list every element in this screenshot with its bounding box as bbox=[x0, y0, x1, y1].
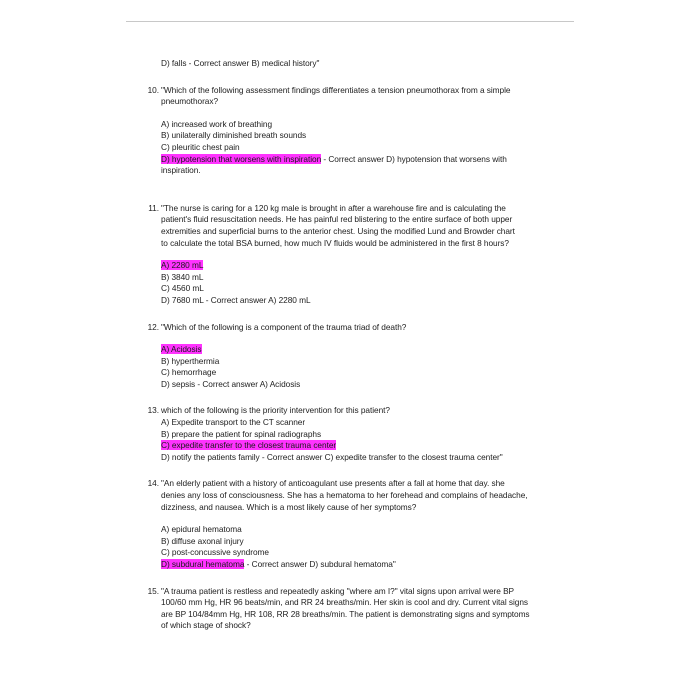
question-stem-line: "Which of the following is a component of the trauma triad of death? bbox=[161, 321, 407, 332]
question-10 bbox=[148, 85, 548, 108]
highlighted-answer: A) 2280 mL bbox=[161, 260, 204, 271]
question-stem-line: denies any loss of consciousness. She has a hematoma to her forehead and complains of headache, bbox=[161, 490, 528, 501]
answer-option: B) diffuse axonal injury bbox=[161, 535, 244, 546]
question-stem-line: are BP 104/84mm Hg, HR 108, RR 28 breaths/min. The patient is demonstrating signs and symptoms bbox=[161, 608, 530, 619]
question-11 bbox=[148, 203, 548, 249]
question-stem-line: "Which of the following assessment findings differentiates a tension pneumothorax from a simple bbox=[161, 84, 511, 95]
correct-answer-note: - Correct answer D) subdural hematoma" bbox=[244, 559, 396, 569]
question-number: 10. bbox=[147, 84, 159, 95]
question-stem-line: "A trauma patient is restless and repeatedly asking "where am I?" vital signs upon arrival were BP bbox=[161, 585, 515, 596]
answer-option bbox=[148, 559, 548, 571]
answer-option: D) 7680 mL - Correct answer A) 2280 mL bbox=[161, 294, 311, 305]
header-rule bbox=[126, 21, 574, 22]
answer-option: B) unilaterally diminished breath sounds bbox=[161, 130, 307, 141]
answer-option bbox=[148, 344, 548, 356]
answer-option: C) post-concussive syndrome bbox=[161, 547, 269, 558]
question-stem-line: which of the following is the priority intervention for this patient? bbox=[161, 405, 390, 416]
answer-option: A) epidural hematoma bbox=[161, 524, 242, 535]
question-stem-line: to calculate the total BSA burned, how much IV fluids would be administered in the first 8 hours? bbox=[161, 237, 509, 248]
question-number: 15. bbox=[147, 585, 159, 596]
question-number: 13. bbox=[147, 405, 159, 416]
answer-option: D) sepsis - Correct answer A) Acidosis bbox=[161, 378, 301, 389]
question-stem-line: extremities and superficial burns to the anterior chest. Using the modified Lund and Browder chart bbox=[161, 225, 515, 236]
lead-answer-line: D) falls - Correct answer B) medical history" bbox=[161, 58, 320, 68]
answer-option bbox=[148, 260, 548, 272]
question-number: 14. bbox=[147, 478, 159, 489]
answer-option: A) Expedite transport to the CT scanner bbox=[161, 417, 306, 428]
question-stem-line: "An elderly patient with a history of anticoagulant use presents after a fall at home that day. she bbox=[161, 478, 505, 489]
answer-option: A) increased work of breathing bbox=[161, 118, 273, 129]
answer-option: C) pleuritic chest pain bbox=[161, 141, 240, 152]
correct-answer-note: - Correct answer D) hypotension that worsens with bbox=[321, 153, 507, 164]
document-content bbox=[148, 58, 548, 632]
answer-option: C) hemorrhage bbox=[161, 367, 217, 378]
answer-option: inspiration. bbox=[161, 165, 201, 176]
highlighted-answer: D) subdural hematoma bbox=[161, 559, 245, 569]
question-stem-line: pneumothorax? bbox=[161, 96, 219, 107]
answer-option bbox=[148, 440, 548, 452]
question-stem-line: "The nurse is caring for a 120 kg male is brought in after a warehouse fire and is calculating the bbox=[161, 202, 506, 213]
question-stem-line: patient's fluid resuscitation needs. He has painful red blistering to the entire surface of both upper bbox=[161, 214, 513, 225]
highlighted-answer: A) Acidosis bbox=[161, 344, 202, 355]
question-stem-line: of which stage of shock? bbox=[161, 620, 251, 631]
answer-option: B) hyperthermia bbox=[161, 355, 220, 366]
answer-option: B) 3840 mL bbox=[161, 271, 204, 282]
question-13 bbox=[148, 405, 548, 417]
answer-option: B) prepare the patient for spinal radiographs bbox=[161, 428, 322, 439]
question-12 bbox=[148, 322, 548, 334]
question-number: 12. bbox=[147, 321, 159, 332]
highlighted-answer: D) hypotension that worsens with inspiration bbox=[161, 153, 322, 164]
question-15 bbox=[148, 586, 548, 632]
answer-option: D) notify the patients family - Correct answer C) expedite transfer to the closest trauma center" bbox=[161, 451, 503, 462]
question-14 bbox=[148, 478, 548, 513]
question-stem-line: 100/60 mm Hg, HR 96 beats/min, and RR 24 breaths/min. Her skin is cool and dry. Current vital signs bbox=[161, 597, 529, 608]
answer-option bbox=[148, 154, 548, 166]
highlighted-answer: C) expedite transfer to the closest trauma center bbox=[161, 440, 337, 451]
question-stem-line: dizziness, and nausea. Which is a most likely cause of her symptoms? bbox=[161, 501, 417, 512]
answer-option: C) 4560 mL bbox=[161, 283, 204, 294]
question-number: 11. bbox=[148, 202, 159, 213]
